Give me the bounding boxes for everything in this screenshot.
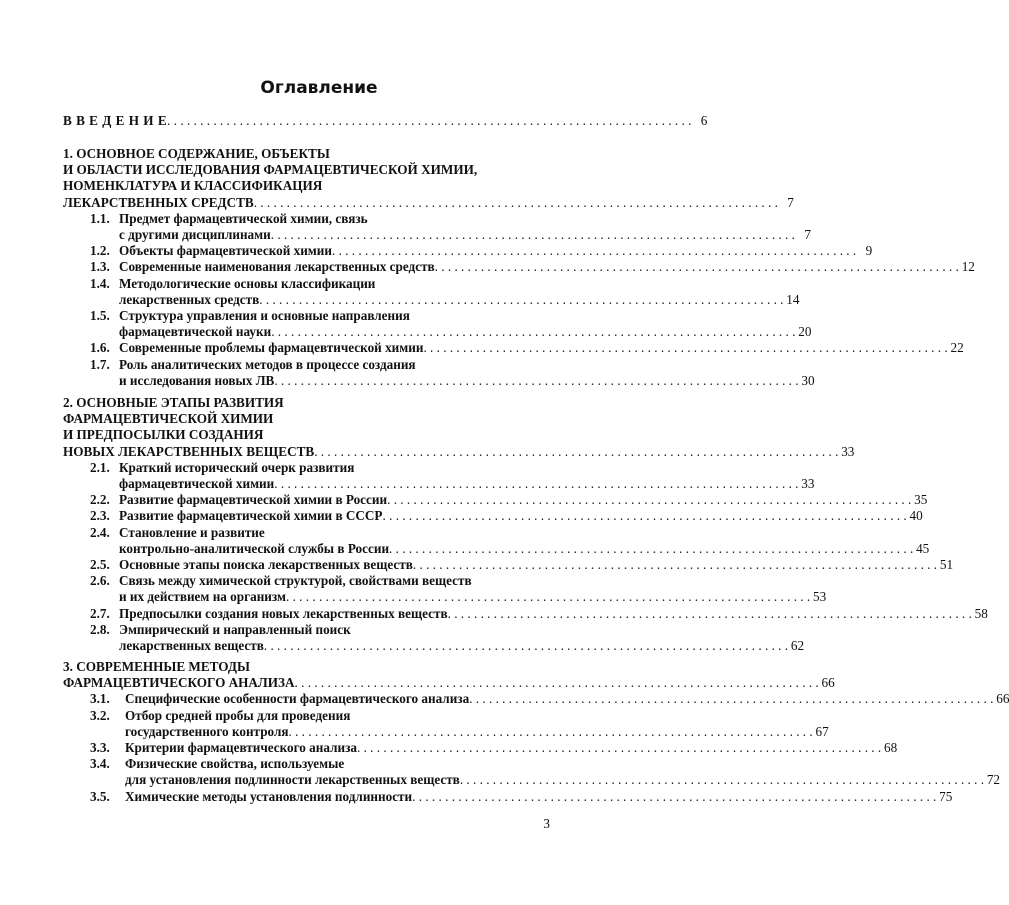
section-entry-text: государственного контроля — [125, 723, 289, 739]
chapter-heading — [63, 194, 794, 211]
dot-leader: . . . . . . . . . . . . . . . . . . . . . . . . . . . . . . . . . . . . . . . . . . . . . . . . . . . . . . . . . . . . . . . . . . . . . . . . . . . . . . . . — [382, 508, 907, 524]
dot-leader: . . . . . . . . . . . . . . . . . . . . . . . . . . . . . . . . . . . . . . . . . . . . . . . . . . . . . . . . . . . . . . . . . . . . . . . . . . . . . . . . — [253, 194, 778, 210]
page-ref: 7 — [787, 194, 794, 210]
section-number: 3.1. — [90, 691, 110, 707]
chapter-heading-text: ЛЕКАРСТВЕННЫХ СРЕДСТВ — [63, 194, 254, 210]
dot-leader: . . . . . . . . . . . . . . . . . . . . . . . . . . . . . . . . . . . . . . . . . . . . . . . . . . . . . . . . . . . . . . . . . . . . . . . . . . . . . . . . — [285, 589, 811, 605]
page-ref: 33 — [841, 443, 855, 459]
section-entry — [125, 691, 1009, 707]
section-entry-text: Современные проблемы фармацевтической химии — [119, 340, 424, 356]
dot-leader: . . . . . . . . . . . . . . . . . . . . . . . . . . . . . . . . . . . . . . . . . . . . . . . . . . . . . . . . . . . . . . . . . . . . . . . . . . . . . . . . — [434, 259, 959, 275]
section-entry — [119, 476, 815, 492]
page-ref: 7 — [804, 227, 811, 242]
section-entry-text: Современные наименования лекарственных средств — [119, 259, 435, 275]
dot-leader: . . . . . . . . . . . . . . . . . . . . . . . . . . . . . . . . . . . . . . . . . . . . . . . . . . . . . . . . . . . . . . . . . . . . . . . . . . . . . . . . — [389, 540, 914, 556]
section-entry — [119, 324, 812, 340]
section-entry-text: Развитие фармацевтической химии в России — [119, 492, 388, 508]
section-entry-text: Специфические особенности фармацевтического анализа — [125, 691, 470, 707]
dot-leader: . . . . . . . . . . . . . . . . . . . . . . . . . . . . . . . . . . . . . . . . . . . . . . . . . . . . . . . . . . . . . . . . . . . . . . . . . . . . . . . . — [469, 691, 994, 707]
section-entry — [119, 492, 928, 508]
page-ref: 6 — [700, 113, 708, 128]
section-number: 3.2. — [90, 707, 110, 723]
page-ref: 66 — [996, 691, 1009, 707]
section-entry-text: Химические методы установления подлинности — [125, 788, 413, 804]
section-entry: Физические свойства, используемые — [125, 756, 345, 772]
page-ref: 66 — [821, 675, 835, 691]
section-entry-text: Предпосылки создания новых лекарственных веществ — [119, 605, 448, 621]
page-ref: 35 — [914, 492, 928, 508]
section-entry — [125, 772, 1001, 788]
section-entry-text: лекарственных средств — [119, 291, 260, 307]
section-entry — [125, 740, 898, 756]
page-ref: 33 — [801, 476, 815, 491]
section-entry — [119, 291, 800, 308]
dot-leader: . . . . . . . . . . . . . . . . . . . . . . . . . . . . . . . . . . . . . . . . . . . . . . . . . . . . . . . . . . . . . . . . . . . . . . . . . . . . . . . . — [459, 772, 985, 788]
section-number: 1.7. — [90, 356, 110, 372]
section-entry-text: с другими дисциплинами — [119, 227, 271, 242]
section-number: 2.8. — [90, 621, 110, 637]
page-ref: 22 — [950, 340, 964, 356]
section-entry — [119, 227, 811, 243]
dot-leader: . . . . . . . . . . . . . . . . . . . . . . . . . . . . . . . . . . . . . . . . . . . . . . . . . . . . . . . . . . . . . . . . . . . . . . . . . . . . . . . . — [167, 113, 692, 128]
page-ref: 45 — [916, 540, 930, 556]
page-ref: 53 — [813, 589, 827, 605]
page-ref: 12 — [961, 259, 975, 275]
section-number: 1.6. — [90, 340, 110, 356]
section-number: 2.3. — [90, 508, 110, 524]
section-entry — [119, 589, 827, 605]
section-number: 3.3. — [90, 740, 110, 755]
section-entry-text: Развитие фармацевтической химии в СССР — [119, 508, 383, 524]
page-ref: 62 — [790, 638, 805, 653]
page-ref: 14 — [786, 291, 800, 307]
chapter-heading: 3. СОВРЕМЕННЫЕ МЕТОДЫ — [63, 659, 250, 674]
dot-leader: . . . . . . . . . . . . . . . . . . . . . . . . . . . . . . . . . . . . . . . . . . . . . . . . . . . . . . . . . . . . . . . . . . . . . . . . . . . . . . . . — [294, 675, 819, 691]
chapter-heading-text: НОВЫХ ЛЕКАРСТВЕННЫХ ВЕЩЕСТВ — [63, 443, 315, 459]
page-ref: 72 — [986, 772, 1001, 788]
section-entry-text: для установления подлинности лекарственных веществ — [125, 772, 460, 788]
section-entry: Становление и развитие — [119, 524, 265, 540]
chapter-heading — [63, 675, 835, 691]
page-ref: 68 — [884, 740, 898, 755]
section-number: 2.5. — [90, 557, 110, 572]
section-number: 1.2. — [90, 243, 110, 259]
chapter-heading: И ПРЕДПОСЫЛКИ СОЗДАНИЯ — [63, 427, 264, 443]
dot-leader: . . . . . . . . . . . . . . . . . . . . . . . . . . . . . . . . . . . . . . . . . . . . . . . . . . . . . . . . . . . . . . . . . . . . . . . . . . . . . . . . — [331, 243, 857, 259]
intro-entry-text: В В Е Д Е Н И Е — [63, 113, 168, 128]
section-entry-text: фармацевтической химии — [119, 476, 275, 491]
dot-leader: . . . . . . . . . . . . . . . . . . . . . . . . . . . . . . . . . . . . . . . . . . . . . . . . . . . . . . . . . . . . . . . . . . . . . . . . . . . . . . . . — [274, 476, 799, 491]
section-entry: Методологические основы классификации — [119, 275, 376, 291]
section-entry — [119, 372, 815, 389]
section-number: 3.4. — [90, 756, 110, 772]
dot-leader: . . . . . . . . . . . . . . . . . . . . . . . . . . . . . . . . . . . . . . . . . . . . . . . . . . . . . . . . . . . . . . . . . . . . . . . . . . . . . . . . — [271, 324, 796, 340]
dot-leader: . . . . . . . . . . . . . . . . . . . . . . . . . . . . . . . . . . . . . . . . . . . . . . . . . . . . . . . . . . . . . . . . . . . . . . . . . . . . . . . . — [288, 723, 813, 739]
dot-leader: . . . . . . . . . . . . . . . . . . . . . . . . . . . . . . . . . . . . . . . . . . . . . . . . . . . . . . . . . . . . . . . . . . . . . . . . . . . . . . . . — [263, 638, 789, 653]
chapter-heading: НОМЕНКЛАТУРА И КЛАССИФИКАЦИЯ — [63, 178, 323, 194]
section-entry: Отбор средней пробы для проведения — [125, 707, 351, 723]
section-entry-text: Основные этапы поиска лекарственных веществ — [119, 557, 413, 572]
section-entry: Краткий исторический очерк развития — [119, 459, 355, 475]
section-entry — [119, 540, 930, 557]
dot-leader: . . . . . . . . . . . . . . . . . . . . . . . . . . . . . . . . . . . . . . . . . . . . . . . . . . . . . . . . . . . . . . . . . . . . . . . . . . . . . . . . — [447, 605, 972, 621]
chapter-heading: ФАРМАЦЕВТИЧЕСКОЙ ХИМИИ — [63, 411, 274, 427]
section-entry — [119, 243, 873, 259]
chapter-heading-text: ФАРМАЦЕВТИЧЕСКОГО АНАЛИЗА — [63, 675, 295, 691]
dot-leader: . . . . . . . . . . . . . . . . . . . . . . . . . . . . . . . . . . . . . . . . . . . . . . . . . . . . . . . . . . . . . . . . . . . . . . . . . . . . . . . . — [387, 492, 912, 508]
section-entry — [125, 788, 953, 805]
section-entry — [119, 508, 923, 524]
page-ref: 67 — [815, 723, 829, 739]
page-ref: 30 — [801, 372, 815, 388]
section-entry: Роль аналитических методов в процессе создания — [119, 356, 416, 372]
page-ref: 51 — [939, 557, 954, 572]
chapter-heading: 1. ОСНОВНОЕ СОДЕРЖАНИЕ, ОБЪЕКТЫ — [63, 146, 330, 161]
section-entry-text: Критерии фармацевтического анализа — [125, 740, 357, 755]
section-entry: Структура управления и основные направления — [119, 308, 410, 323]
section-entry — [119, 638, 805, 654]
section-entry: Эмпирический и направленный поиск — [119, 621, 351, 637]
section-entry — [119, 557, 954, 573]
dot-leader: . . . . . . . . . . . . . . . . . . . . . . . . . . . . . . . . . . . . . . . . . . . . . . . . . . . . . . . . . . . . . . . . . . . . . . . . . . . . . . . . — [259, 291, 784, 307]
dot-leader: . . . . . . . . . . . . . . . . . . . . . . . . . . . . . . . . . . . . . . . . . . . . . . . . . . . . . . . . . . . . . . . . . . . . . . . . . . . . . . . . — [274, 372, 799, 388]
chapter-heading — [63, 443, 855, 460]
section-number: 2.1. — [90, 459, 110, 475]
dot-leader: . . . . . . . . . . . . . . . . . . . . . . . . . . . . . . . . . . . . . . . . . . . . . . . . . . . . . . . . . . . . . . . . . . . . . . . . . . . . . . . . — [423, 340, 948, 356]
page-ref: 75 — [939, 788, 953, 804]
dot-leader: . . . . . . . . . . . . . . . . . . . . . . . . . . . . . . . . . . . . . . . . . . . . . . . . . . . . . . . . . . . . . . . . . . . . . . . . . . . . . . . . — [314, 443, 839, 459]
section-number: 2.2. — [90, 492, 110, 508]
section-entry: Предмет фармацевтической химии, связь — [119, 210, 368, 226]
section-entry — [119, 259, 975, 275]
dot-leader: . . . . . . . . . . . . . . . . . . . . . . . . . . . . . . . . . . . . . . . . . . . . . . . . . . . . . . . . . . . . . . . . . . . . . . . . . . . . . . . . — [412, 788, 937, 804]
page-ref: 40 — [909, 508, 923, 524]
section-entry-text: и их действием на организм — [119, 589, 286, 605]
page-number: 3 — [543, 816, 550, 831]
section-entry — [119, 605, 988, 622]
dot-leader: . . . . . . . . . . . . . . . . . . . . . . . . . . . . . . . . . . . . . . . . . . . . . . . . . . . . . . . . . . . . . . . . . . . . . . . . . . . . . . . . — [356, 740, 882, 755]
page-ref: 58 — [974, 605, 988, 621]
section-entry-text: Объекты фармацевтической химии — [119, 243, 332, 259]
section-entry-text: контрольно-аналитической службы в России — [119, 540, 390, 556]
page-ref: 20 — [798, 324, 812, 340]
dot-leader: . . . . . . . . . . . . . . . . . . . . . . . . . . . . . . . . . . . . . . . . . . . . . . . . . . . . . . . . . . . . . . . . . . . . . . . . . . . . . . . . — [412, 557, 938, 572]
section-entry-text: лекарственных веществ — [119, 638, 264, 653]
section-entry — [125, 723, 829, 740]
chapter-heading: И ОБЛАСТИ ИССЛЕДОВАНИЯ ФАРМАЦЕВТИЧЕСКОЙ ХИМИИ, — [63, 162, 478, 178]
section-entry — [119, 340, 964, 356]
section-entry-text: и исследования новых ЛВ — [119, 372, 275, 388]
page-ref: 9 — [865, 243, 873, 259]
section-number: 1.1. — [90, 210, 110, 226]
section-number: 2.4. — [90, 524, 110, 540]
section-entry: Связь между химической структурой, свойствами веществ — [119, 573, 472, 589]
section-number: 3.5. — [90, 788, 110, 804]
section-entry-text: фармацевтической науки — [119, 324, 272, 340]
chapter-heading: 2. ОСНОВНЫЕ ЭТАПЫ РАЗВИТИЯ — [63, 395, 284, 410]
dot-leader: . . . . . . . . . . . . . . . . . . . . . . . . . . . . . . . . . . . . . . . . . . . . . . . . . . . . . . . . . . . . . . . . . . . . . . . . . . . . . . . . — [270, 227, 795, 242]
section-number: 1.3. — [90, 259, 110, 275]
intro-entry — [63, 113, 708, 129]
section-number: 1.4. — [90, 275, 110, 291]
section-number: 2.7. — [90, 605, 110, 621]
section-number: 2.6. — [90, 573, 110, 589]
page-title: Оглавление — [260, 78, 378, 98]
section-number: 1.5. — [90, 308, 110, 323]
